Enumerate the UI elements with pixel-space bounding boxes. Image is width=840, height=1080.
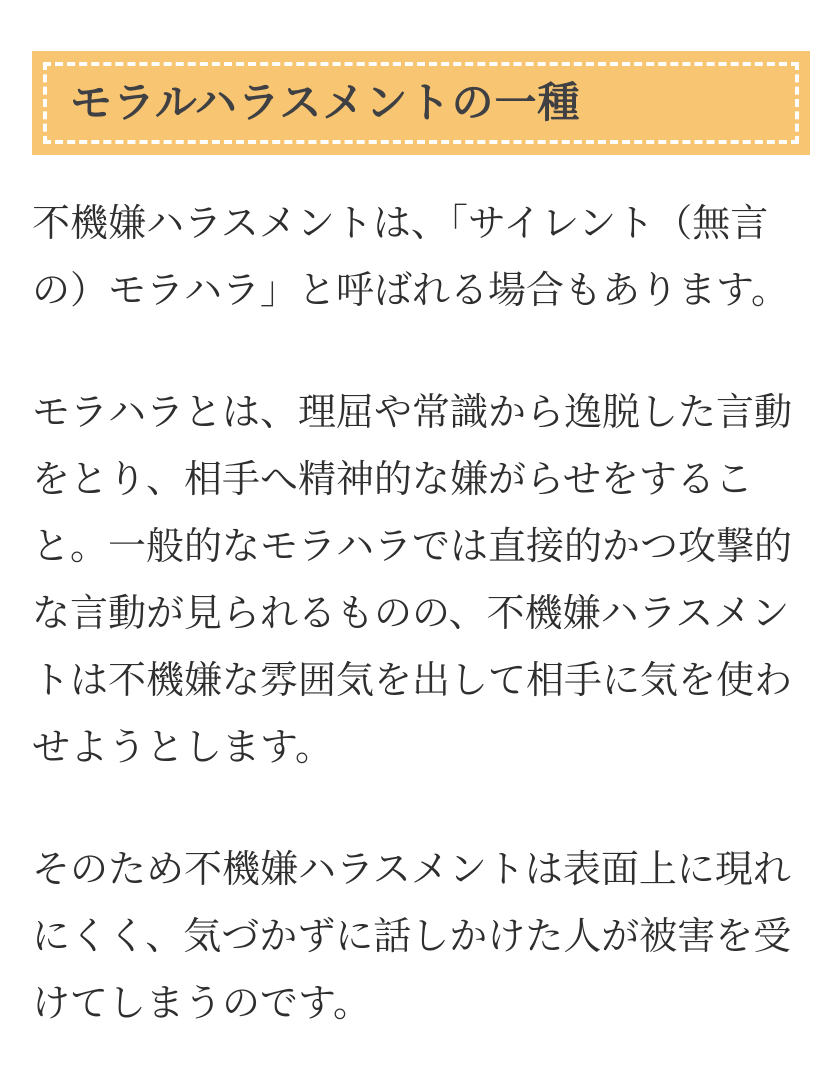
section-header-banner bbox=[32, 51, 810, 155]
paragraph-2: モラハラとは、理屈や常識から逸脱した言動をとり、相手へ精神的な嫌がらせをすること。一般的なモラハラでは直接的かつ攻撃的な言動が見られるものの、不機嫌ハラスメントは不機嫌な雰囲気を出して相手に気を使わせようとします。 bbox=[32, 392, 793, 769]
paragraph-1: 不機嫌ハラスメントは、「サイレント（無言の）モラハラ」と呼ばれる場合もあります。 bbox=[32, 203, 789, 312]
paragraph-3: そのため不機嫌ハラスメントは表面上に現れにくく、気づかずに話しかけた人が被害を受けてしまうのです。 bbox=[32, 849, 792, 1025]
article-body bbox=[32, 191, 810, 1038]
section-title: モラルハラスメントの一種 bbox=[70, 79, 581, 126]
